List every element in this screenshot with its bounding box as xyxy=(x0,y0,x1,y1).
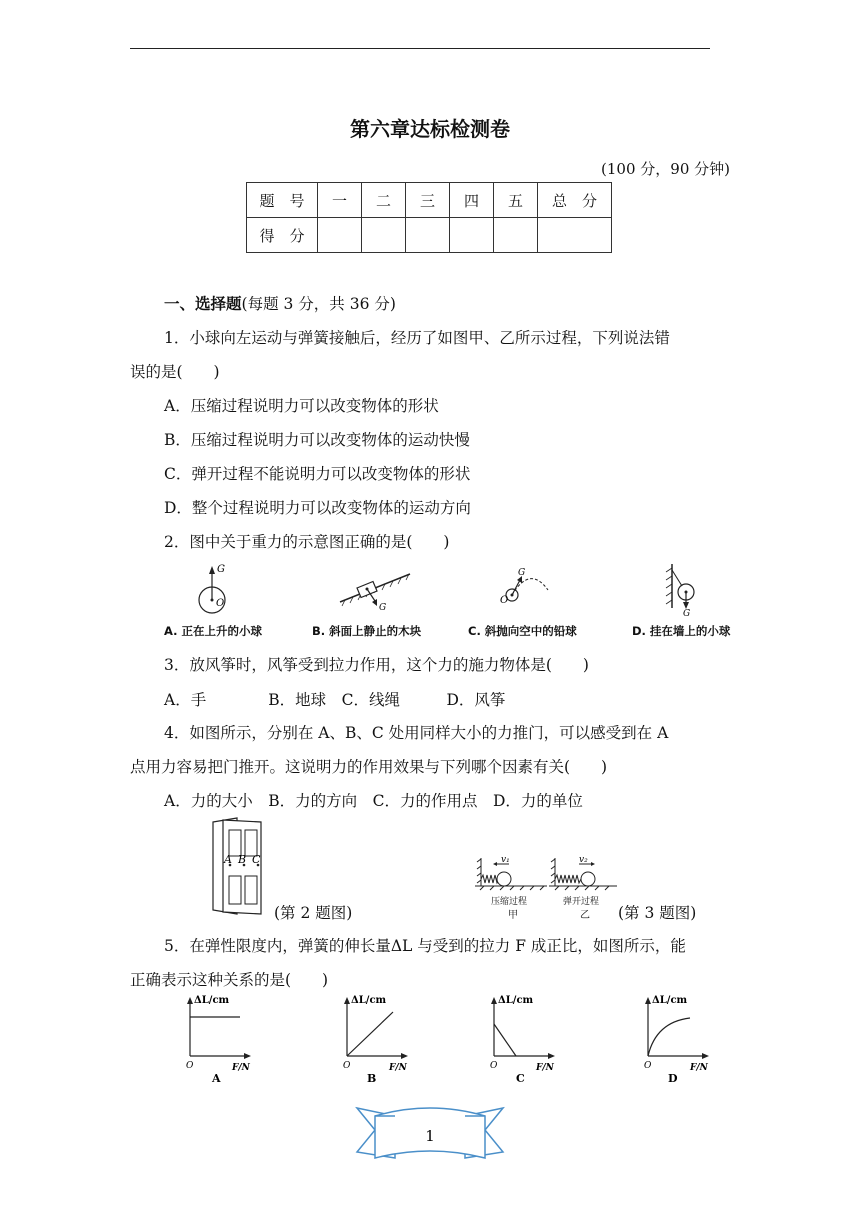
q2-caption-b: B. 斜面上静止的木块 xyxy=(312,624,422,638)
v2-label: v₂ xyxy=(579,855,588,865)
gravity-diagram-d xyxy=(660,560,720,620)
q2-stem: 2．图中关于重力的示意图正确的是( ) xyxy=(164,533,450,551)
graph-a xyxy=(180,994,260,1084)
q2-caption-d: D. 挂在墙上的小球 xyxy=(632,624,731,638)
door-point-c: C xyxy=(252,853,261,866)
score-header-cell: 五 xyxy=(494,183,538,218)
score-input-cell[interactable] xyxy=(494,218,538,253)
x-axis-label: F/N xyxy=(389,1063,407,1073)
release-label: 弹开过程 xyxy=(563,897,600,907)
x-axis-label: F/N xyxy=(690,1063,708,1073)
q3-options: A．手 B．地球 C．线绳 D．风筝 xyxy=(164,691,506,709)
gravity-diagram-c xyxy=(490,560,570,620)
score-input-cell[interactable] xyxy=(450,218,494,253)
header-rule xyxy=(130,48,710,49)
door-caption: (第 2 题图) xyxy=(274,904,353,922)
graph-choice-label: C xyxy=(516,1072,525,1085)
section-heading xyxy=(164,294,396,314)
x-axis-label: F/N xyxy=(536,1063,554,1073)
g-label: G xyxy=(379,603,387,613)
gravity-diagram-b xyxy=(335,560,415,620)
door-figure xyxy=(205,818,275,918)
q1-option-c: C．弹开过程不能说明力可以改变物体的形状 xyxy=(164,465,471,483)
section-title: 一、选择题 xyxy=(164,295,242,313)
page-title: 第六章达标检测卷 xyxy=(350,117,510,141)
door-point-b: B xyxy=(238,853,247,866)
q4-stem-line2: 点用力容易把门推开。这说明力的作用效果与下列哪个因素有关( ) xyxy=(130,758,608,776)
compress-label: 压缩过程 xyxy=(491,897,528,907)
g-label: G xyxy=(683,609,691,619)
score-input-cell[interactable] xyxy=(406,218,450,253)
q2-caption-a: A. 正在上升的小球 xyxy=(164,624,262,638)
spring-figure xyxy=(475,852,620,922)
q5-stem-line1: 5．在弹性限度内，弹簧的伸长量ΔL 与受到的拉力 F 成正比，如图所示，能 xyxy=(164,937,686,955)
q1-option-d: D．整个过程说明力可以改变物体的运动方向 xyxy=(164,499,471,517)
q3-stem: 3．放风筝时，风筝受到拉力作用，这个力的施力物体是( ) xyxy=(164,656,589,674)
score-input-cell[interactable] xyxy=(362,218,406,253)
origin-label: O xyxy=(490,1061,498,1071)
score-header-cell: 总 分 xyxy=(538,183,612,218)
score-time-note: (100 分，90 分钟) xyxy=(601,160,730,178)
score-table xyxy=(246,182,612,253)
score-input-cell[interactable] xyxy=(318,218,362,253)
g-label: G xyxy=(217,564,225,575)
score-header-cell: 题 号 xyxy=(247,183,318,218)
graph-choice-label: D xyxy=(668,1072,678,1085)
y-axis-label: ΔL/cm xyxy=(652,995,688,1006)
y-axis-label: ΔL/cm xyxy=(351,995,387,1006)
graph-choice-label: A xyxy=(212,1072,221,1085)
score-header-cell: 一 xyxy=(318,183,362,218)
score-table-header-row xyxy=(247,183,612,218)
score-header-cell: 四 xyxy=(450,183,494,218)
graph-b xyxy=(337,994,417,1084)
graph-d xyxy=(638,994,718,1084)
spring-caption: (第 3 题图) xyxy=(618,904,697,922)
q4-stem-line1: 4．如图所示，分别在 A、B、C 处用同样大小的力推门，可以感受到在 A xyxy=(164,724,669,742)
origin-label: O xyxy=(644,1061,652,1071)
o-label: O xyxy=(216,598,225,609)
gravity-diagram-a xyxy=(190,560,250,620)
score-header-cell: 三 xyxy=(406,183,450,218)
q1-option-b: B．压缩过程说明力可以改变物体的运动快慢 xyxy=(164,431,470,449)
origin-label: O xyxy=(186,1061,194,1071)
q1-stem-line2: 误的是( ) xyxy=(130,363,220,381)
y-axis-label: ΔL/cm xyxy=(194,995,230,1006)
o-label: O xyxy=(500,595,509,606)
score-input-cell[interactable] xyxy=(538,218,612,253)
origin-label: O xyxy=(343,1061,351,1071)
q1-option-a: A．压缩过程说明力可以改变物体的形状 xyxy=(164,397,439,415)
q1-stem-line1: 1．小球向左运动与弹簧接触后，经历了如图甲、乙所示过程，下列说法错 xyxy=(164,329,670,347)
y-axis-label: ΔL/cm xyxy=(498,995,534,1006)
jia-label: 甲 xyxy=(508,910,518,921)
score-table-score-row xyxy=(247,218,612,253)
score-header-cell: 二 xyxy=(362,183,406,218)
yi-label: 乙 xyxy=(580,910,590,921)
section-note: (每题 3 分，共 36 分) xyxy=(241,295,396,313)
score-row-label: 得 分 xyxy=(247,218,318,253)
q5-stem-line2: 正确表示这种关系的是( ) xyxy=(130,971,329,989)
q2-caption-c: C. 斜抛向空中的铅球 xyxy=(468,624,577,638)
door-point-a: A xyxy=(224,853,232,866)
graph-c xyxy=(484,994,564,1084)
graph-choice-label: B xyxy=(367,1072,377,1085)
v1-label: v₁ xyxy=(501,855,510,865)
page-number: 1 xyxy=(425,1127,435,1145)
page-number-ribbon xyxy=(355,1102,505,1164)
q4-options: A．力的大小 B．力的方向 C．力的作用点 D．力的单位 xyxy=(164,792,583,810)
g-label: G xyxy=(518,568,526,578)
x-axis-label: F/N xyxy=(232,1063,250,1073)
